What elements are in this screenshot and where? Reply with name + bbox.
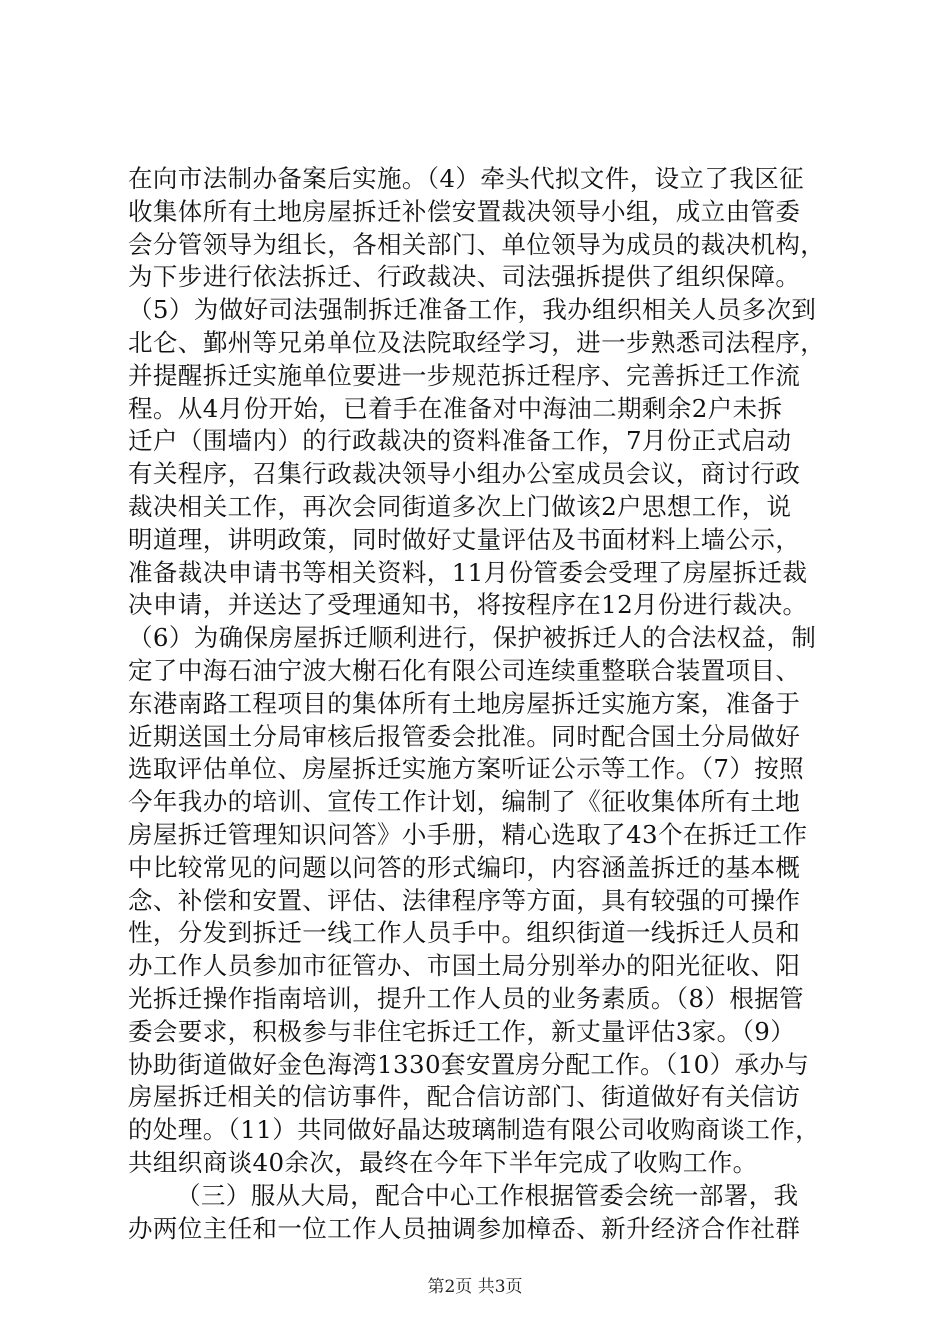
text-line: 房屋拆迁相关的信访事件，配合信访部门、街道做好有关信访 [128, 1082, 801, 1112]
text-line: 房屋拆迁管理知识问答》小手册，精心选取了43个在拆迁工作 [128, 819, 808, 849]
text-line: 今年我办的培训、宣传工作计划，编制了《征收集体所有土地 [128, 787, 801, 817]
text-line: 决申请，并送达了受理通知书，将按程序在12月份进行裁决。 [128, 590, 808, 620]
text-line: 光拆迁操作指南培训，提升工作人员的业务素质。（8）根据管 [128, 983, 805, 1013]
page-footer: 第2页 共3页 [427, 1277, 523, 1297]
text-line: 共组织商谈40余次，最终在今年下半年完成了收购工作。 [128, 1147, 758, 1177]
text-line: 的处理。（11）共同做好晶达玻璃制造有限公司收购商谈工作， [128, 1115, 821, 1145]
text-line: 定了中海石油宁波大榭石化有限公司连续重整联合装置项目、 [128, 655, 801, 685]
text-line: 中比较常见的问题以问答的形式编印，内容涵盖拆迁的基本概 [128, 852, 801, 882]
text-line: （6）为确保房屋拆迁顺利进行，保护被拆迁人的合法权益，制 [128, 623, 817, 653]
text-line: 在向市法制办备案后实施。（4）牵头代拟文件，设立了我区征 [128, 164, 805, 193]
text-line: 迁户（围墙内）的行政裁决的资料准备工作，7月份正式启动 [128, 426, 792, 456]
text-line: 为下步进行依法拆迁、行政裁决、司法强拆提供了组织保障。 [128, 262, 801, 292]
text-line: 协助街道做好金色海湾1330套安置房分配工作。（10）承办与 [128, 1049, 810, 1079]
text-line: 近期送国土分局审核后报管委会批准。同时配合国土分局做好 [128, 721, 801, 751]
text-line: 办工作人员参加市征管办、市国土局分别举办的阳光征收、阳 [128, 951, 801, 981]
text-line: 办两位主任和一位工作人员抽调参加樟岙、新升经济合作社群 [128, 1213, 801, 1243]
text-line: 会分管领导为组长，各相关部门、单位领导为成员的裁决机构， [128, 229, 826, 259]
text-line: 北仑、鄞州等兄弟单位及法院取经学习，进一步熟悉司法程序， [128, 327, 826, 357]
text-line: 准备裁决申请书等相关资料，11月份管委会受理了房屋拆迁裁 [128, 557, 808, 587]
text-line: 东港南路工程项目的集体所有土地房屋拆迁实施方案，准备于 [128, 688, 801, 718]
text-line: 有关程序，召集行政裁决领导小组办公室成员会议，商讨行政 [128, 459, 801, 489]
text-line: 收集体所有土地房屋拆迁补偿安置裁决领导小组，成立由管委 [128, 196, 801, 226]
text-line: 选取评估单位、房屋拆迁实施方案听证公示等工作。（7）按照 [128, 754, 805, 784]
body-text [128, 163, 840, 1245]
text-line: 性，分发到拆迁一线工作人员手中。组织街道一线拆迁人员和 [128, 918, 801, 948]
text-line: 委会要求，积极参与非住宅拆迁工作，新丈量评估3家。（9） [128, 1016, 796, 1046]
text-line: 裁决相关工作，再次会同街道多次上门做该2户思想工作，说 [128, 491, 792, 521]
text-line: 并提醒拆迁实施单位要进一步规范拆迁程序、完善拆迁工作流 [128, 360, 801, 390]
text-line: 明道理，讲明政策，同时做好丈量评估及书面材料上墙公示， [128, 524, 801, 554]
text-line: 程。从4月份开始，已着手在准备对中海油二期剩余2户未拆 [128, 393, 783, 423]
text-line: （5）为做好司法强制拆迁准备工作，我办组织相关人员多次到 [128, 295, 817, 325]
text-line: （三）服从大局，配合中心工作根据管委会统一部署，我 [176, 1180, 799, 1210]
text-line: 念、补偿和安置、评估、法律程序等方面，具有较强的可操作 [128, 885, 801, 915]
